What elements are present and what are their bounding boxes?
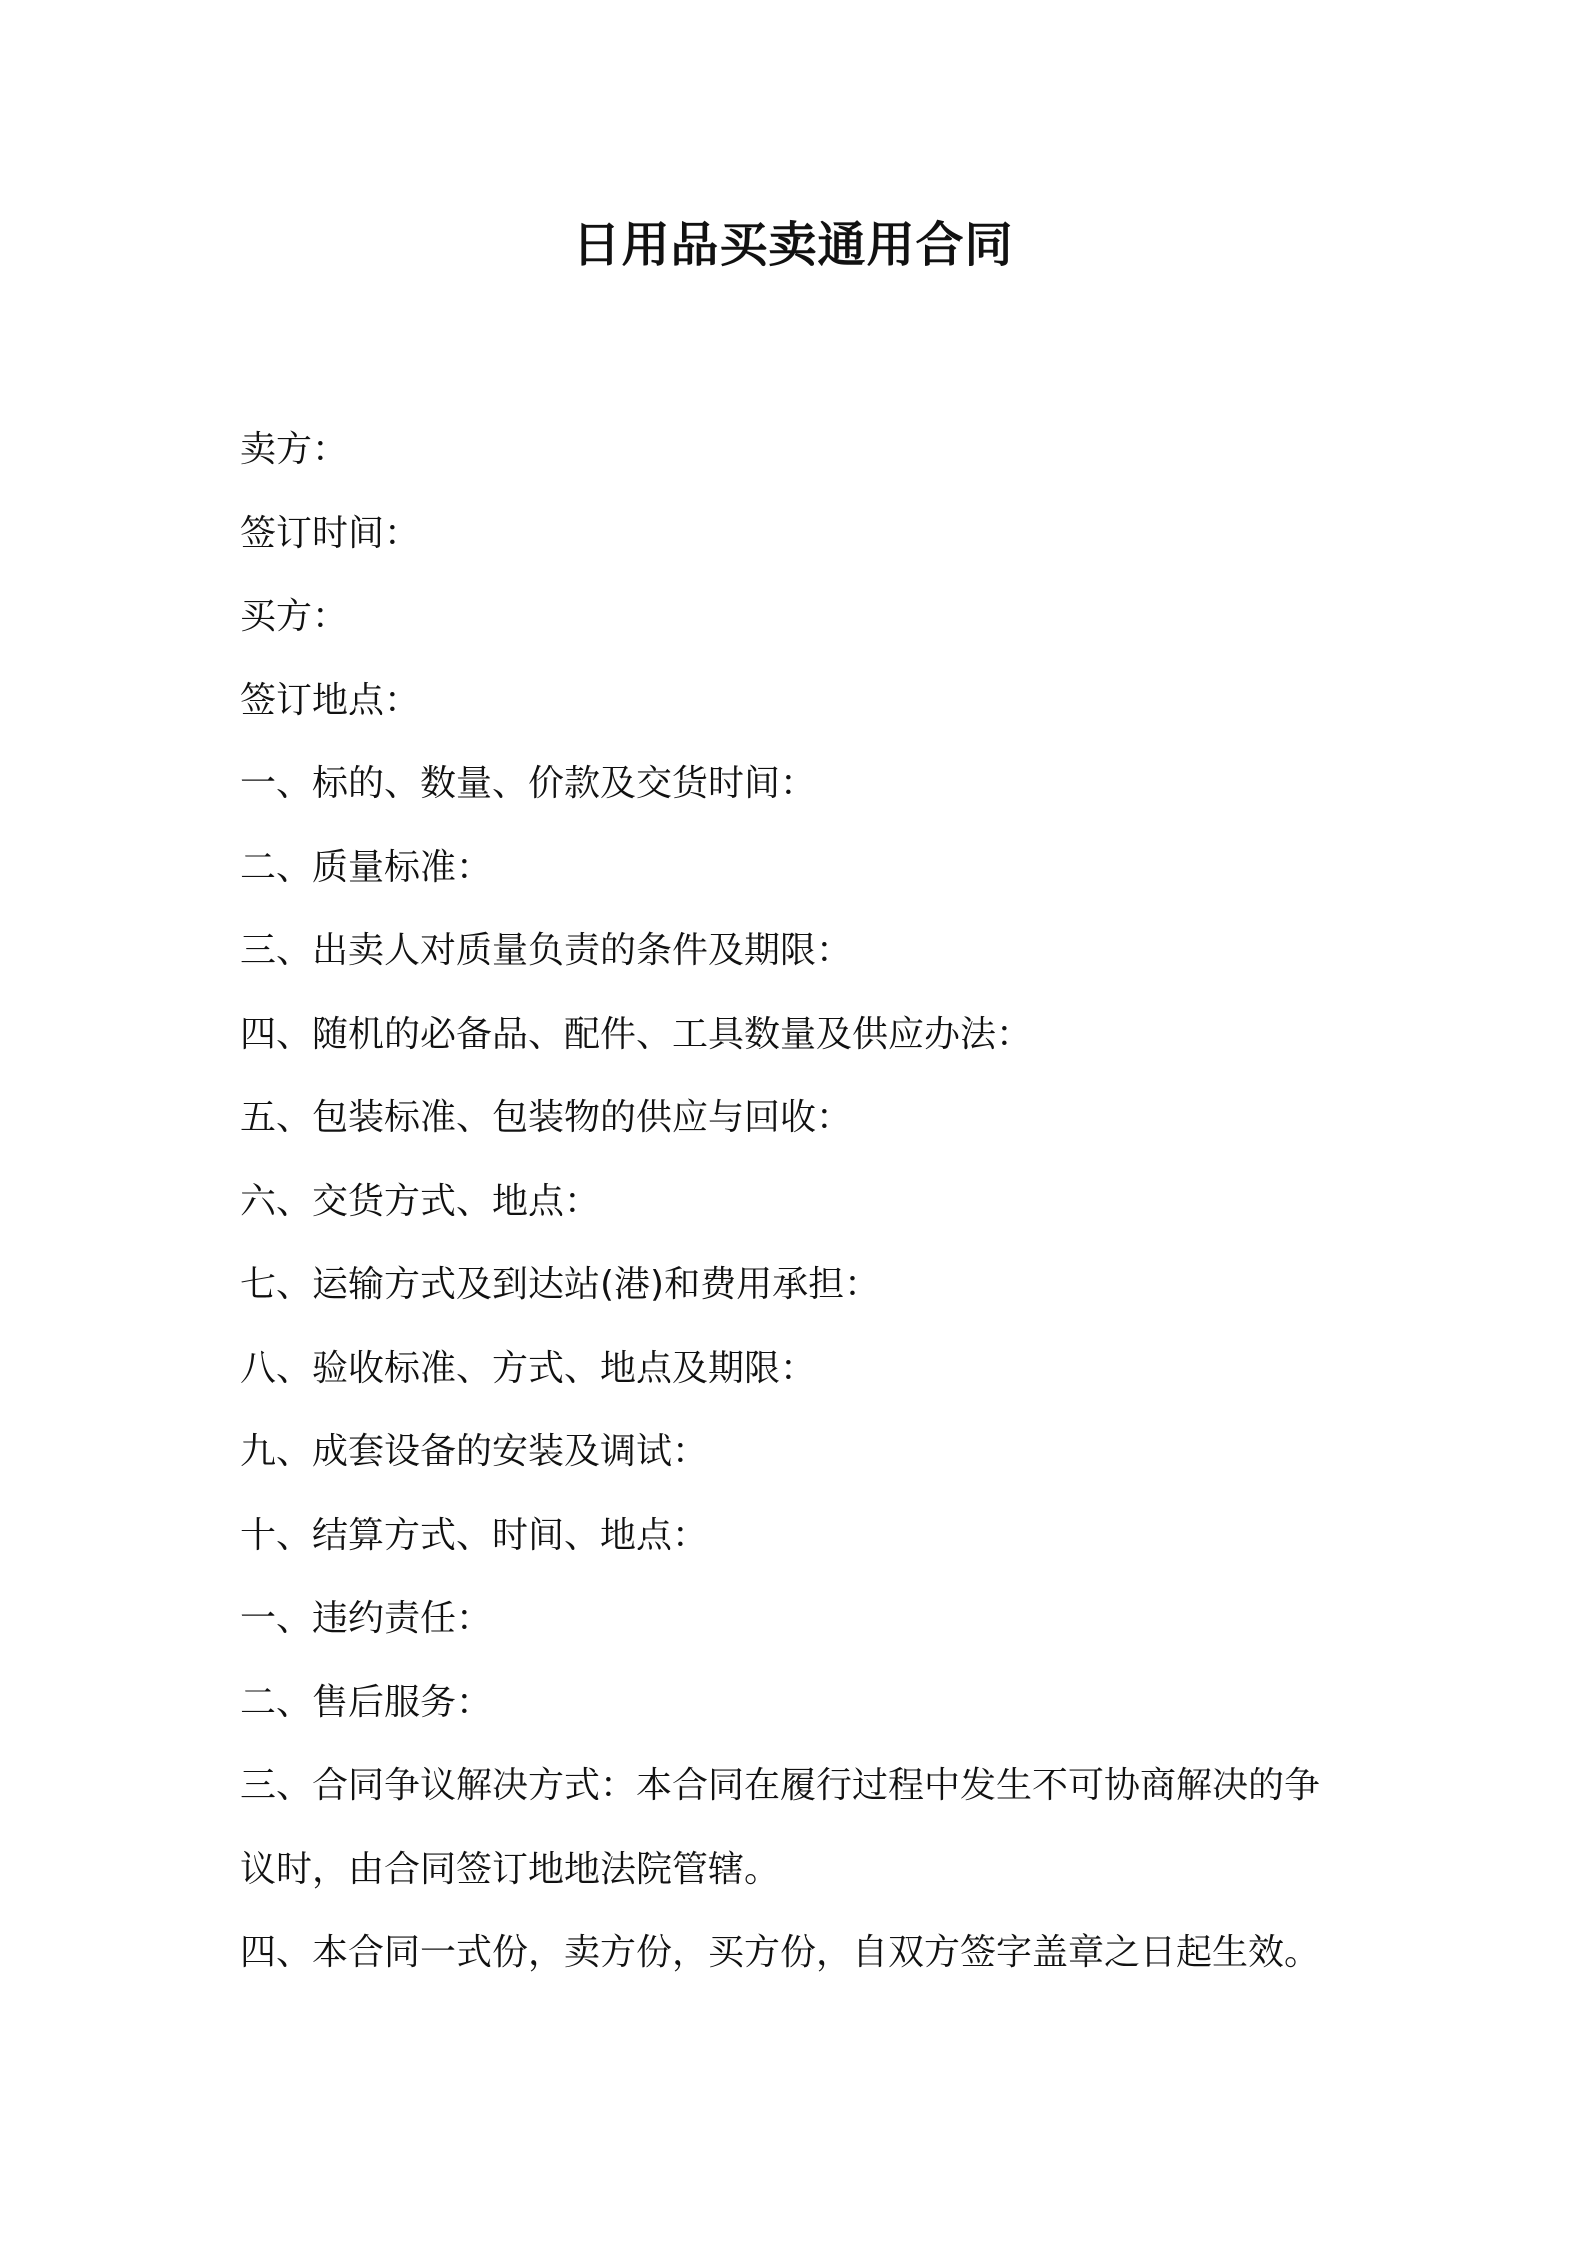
clause-after-sales: 二、售后服务： bbox=[240, 1681, 493, 1723]
document-body bbox=[240, 408, 1380, 1995]
clause-quality-standard: 二、质量标准： bbox=[240, 846, 493, 888]
document-title: 日用品买卖通用合同 bbox=[572, 217, 1014, 273]
clause-packaging: 五、包装标准、包装物的供应与回收： bbox=[240, 1097, 853, 1138]
clause-subject-quantity-price: 一、标的、数量、价款及交货时间： bbox=[240, 763, 817, 804]
field-signing-place: 签订地点： bbox=[240, 679, 421, 721]
clause-dispute-resolution: 三、合同争议解决方式：本合同在履行过程中发生不可协商解决的争 bbox=[240, 1765, 1321, 1806]
field-buyer: 买方： bbox=[240, 596, 349, 637]
clause-copies-effective: 四、本合同一式份，卖方份，买方份，自双方签字盖章之日起生效。 bbox=[240, 1932, 1321, 1973]
clause-accessories-supply: 四、随机的必备品、配件、工具数量及供应办法： bbox=[240, 1013, 1033, 1055]
clause-transport: 七、运输方式及到达站(港)和费用承担： bbox=[240, 1264, 881, 1305]
clause-breach-liability: 一、违约责任： bbox=[240, 1598, 493, 1639]
clause-settlement: 十、结算方式、时间、地点： bbox=[240, 1514, 709, 1556]
field-seller: 卖方： bbox=[240, 429, 349, 470]
clause-dispute-resolution-continued: 议时，由合同签订地地法院管辖。 bbox=[240, 1848, 781, 1890]
clause-seller-quality-liability: 三、出卖人对质量负责的条件及期限： bbox=[240, 930, 853, 971]
clause-acceptance: 八、验收标准、方式、地点及期限： bbox=[240, 1347, 817, 1389]
field-signing-time: 签订时间： bbox=[240, 512, 421, 554]
clause-installation: 九、成套设备的安装及调试： bbox=[240, 1431, 709, 1472]
clause-delivery-method: 六、交货方式、地点： bbox=[240, 1180, 601, 1222]
